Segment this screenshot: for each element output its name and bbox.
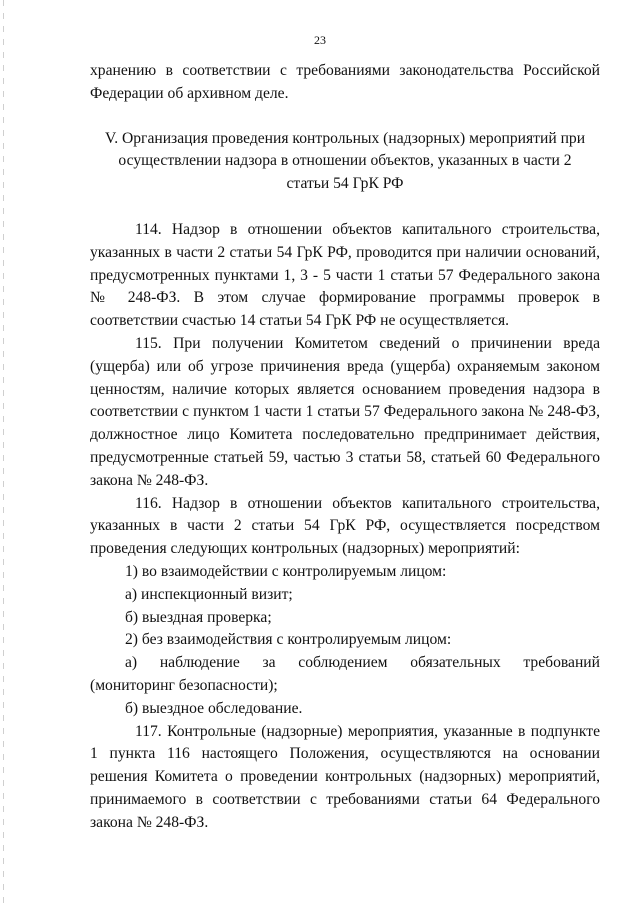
paragraph-114: 114. Надзор в отношении объектов капитального строительства, указанных в части 2 статьи 54 ГрК РФ, проводится при наличии оснований, предусмотренных пунктами 1, 3 - 5 части 1 статьи 57 Федерального закона № 248-ФЗ. В этом случае формирование программы проверок в соответствии счастью 14 статьи 54 ГрК РФ не осуществляется. [90,220,600,330]
paragraph-116: 116. Надзор в отношении объектов капитального строительства, указанных в части 2 статьи 54 ГрК РФ, осуществляется посредством проведения следующих контрольных (надзорных) мероприятий: [90,494,600,558]
list-item: б) выездная проверка; [125,608,272,626]
paragraph-continuation: хранению в соответствии с требованиями законодательства Российской Федерации об архивном деле. [90,62,600,102]
list-item: б) выездное обследование. [125,699,303,717]
section-heading-line-2: осуществлении надзора в отношении объектов, указанных в части 2 [118,152,572,170]
section-heading-line-3: статьи 54 ГрК РФ [286,175,404,193]
page-number: 23 [314,33,326,47]
list-item: а) наблюдение за соблюдением обязательных требований [125,654,600,672]
paragraph-117: 117. Контрольные (надзорные) мероприятия, указанные в подпункте 1 пункта 116 настоящего Положения, осуществляются на основании решения Комитета о проведении контрольных (надзорных) мероприятий, принимаемого в соответствии с требованиями статьи 64 Федерального закона № 248-ФЗ. [90,722,600,831]
list-item-continuation: (мониторинг безопасности); [90,676,278,694]
section-heading-line-1: V. Организация проведения контрольных (надзорных) мероприятий при [104,129,586,147]
list-item: 1) во взаимодействии с контролируемым лицом: [125,562,447,580]
list-item: а) инспекционный визит; [125,585,293,603]
document-body [90,60,600,835]
paragraph-115: 115. При получении Комитетом сведений о причинении вреда (ущерба) или об угрозе причинения вреда (ущерба) охраняемым законом ценностям, наличие которых является основанием проведения надзора в соответствии с пунктом 1 части 1 статьи 57 Федерального закона № 248-ФЗ, должностное лицо Комитета последовательно предпринимает действия, предусмотренные статьей 59, частью 3 статьи 58, статьей 60 Федерального закона № 248-ФЗ. [90,334,600,489]
section-heading [90,128,600,196]
scan-edge [3,0,4,905]
list-item: 2) без взаимодействия с контролируемым лицом: [125,631,452,649]
